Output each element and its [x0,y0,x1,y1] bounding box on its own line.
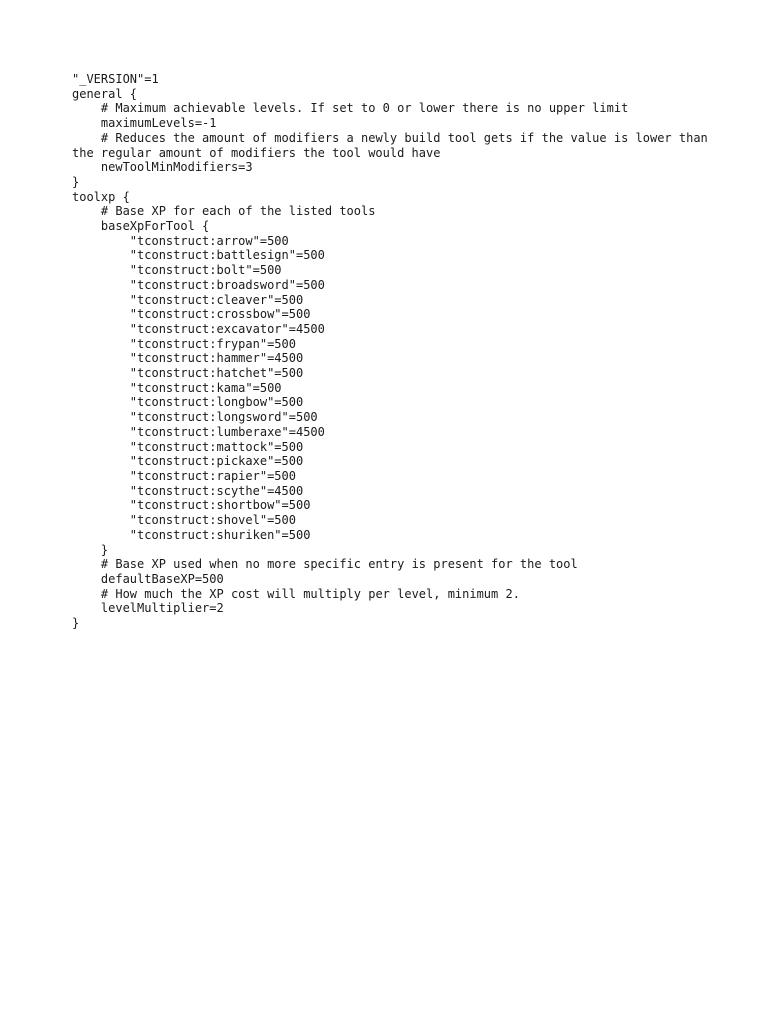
tool-entry-longbow: "tconstruct:longbow"=500 [72,395,304,410]
tool-entry-kama: "tconstruct:kama"=500 [72,380,282,395]
tool-entry-shortbow: "tconstruct:shortbow"=500 [72,498,311,513]
general-section-open: general { [72,86,138,101]
tool-entry-rapier: "tconstruct:rapier"=500 [72,468,296,483]
base-xp-for-tool-close: } [72,542,109,557]
base-xp-for-tool-open: baseXpForTool { [72,219,210,234]
tool-entry-lumberaxe: "tconstruct:lumberaxe"=4500 [72,424,325,439]
comment-new-tool-min-modifiers: # Reduces the amount of modifiers a newly build tool gets if the value is lower than the regular amount of modifiers the tool would have [72,130,716,160]
tool-entry-shovel: "tconstruct:shovel"=500 [72,513,296,528]
tool-entry-mattock: "tconstruct:mattock"=500 [72,439,304,454]
tool-entry-bolt: "tconstruct:bolt"=500 [72,263,282,278]
tool-entry-battlesign: "tconstruct:battlesign"=500 [72,248,325,263]
setting-default-base-xp: defaultBaseXP=500 [72,571,224,586]
tool-entry-shuriken: "tconstruct:shuriken"=500 [72,527,311,542]
tool-entry-hatchet: "tconstruct:hatchet"=500 [72,366,304,381]
toolxp-section-open: toolxp { [72,189,130,204]
version-line: "_VERSION"=1 [72,72,159,86]
tool-entry-scythe: "tconstruct:scythe"=4500 [72,483,304,498]
comment-maximum-levels: # Maximum achievable levels. If set to 0 or lower there is no upper limit [72,101,629,116]
config-document [72,72,716,631]
tool-entry-crossbow: "tconstruct:crossbow"=500 [72,307,311,322]
tool-entry-pickaxe: "tconstruct:pickaxe"=500 [72,454,304,469]
comment-level-multiplier: # How much the XP cost will multiply per level, minimum 2. [72,586,520,601]
tool-entry-arrow: "tconstruct:arrow"=500 [72,233,289,248]
comment-base-xp: # Base XP for each of the listed tools [72,204,376,219]
setting-new-tool-min-modifiers: newToolMinModifiers=3 [72,160,253,175]
setting-maximum-levels: maximumLevels=-1 [72,116,217,131]
setting-level-multiplier: levelMultiplier=2 [72,601,224,616]
comment-default-base-xp: # Base XP used when no more specific entry is present for the tool [72,557,578,572]
tool-entry-excavator: "tconstruct:excavator"=4500 [72,321,325,336]
tool-entry-frypan: "tconstruct:frypan"=500 [72,336,296,351]
general-section-close: } [72,174,80,189]
toolxp-section-close: } [72,616,80,631]
tool-entry-longsword: "tconstruct:longsword"=500 [72,410,318,425]
tool-entry-broadsword: "tconstruct:broadsword"=500 [72,277,325,292]
tool-entry-hammer: "tconstruct:hammer"=4500 [72,351,304,366]
tool-entry-cleaver: "tconstruct:cleaver"=500 [72,292,304,307]
